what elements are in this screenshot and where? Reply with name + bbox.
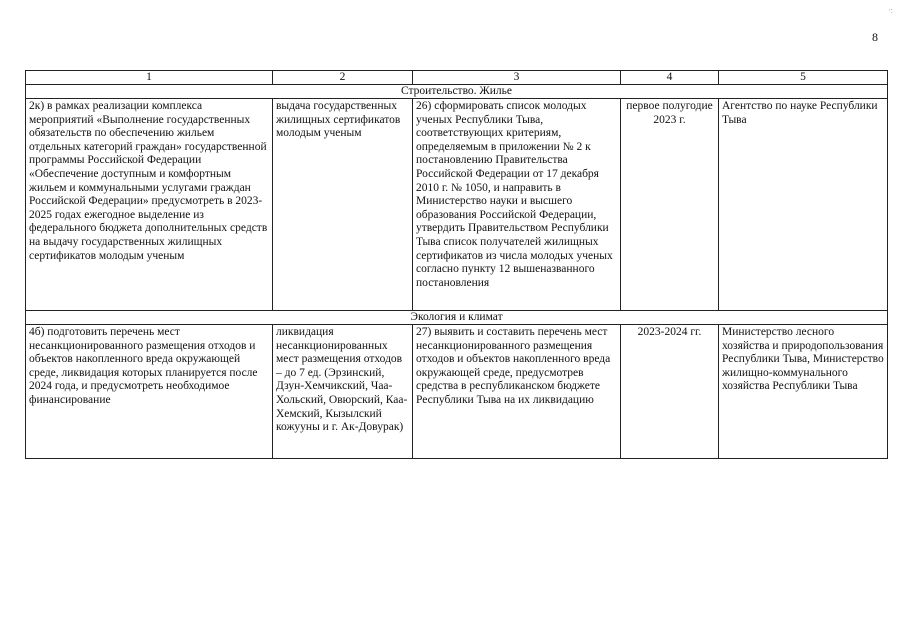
column-header-2: 2	[273, 71, 413, 85]
column-header-3: 3	[413, 71, 621, 85]
section-title: Строительство. Жилье	[26, 85, 888, 99]
table-cell-measure: 4б) подготовить перечень мест несанкционированного размещения отходов и объектов накопленного вреда окружающей среде, ликвидация которых планируется после 2024 года, и предусмотреть необходимое финансирование	[26, 325, 273, 459]
table-cell-action: 27) выявить и составить перечень мест несанкционированного размещения отходов и объектов накопленного вреда окружающей среде, предусмотрев средства в республиканском бюджете Республики Тыва на их ликвидацию	[413, 325, 621, 459]
measures-table	[25, 70, 888, 459]
column-header-4: 4	[621, 71, 719, 85]
column-header-1: 1	[26, 71, 273, 85]
section-row-construction	[26, 85, 888, 99]
table-cell-result: ликвидация несанкционированных мест размещения отходов – до 7 ед. (Эрзинский, Дзун-Хемчикский, Чаа-Хольский, Овюрский, Каа-Хемский, Кызылский кожууны и г. Ак-Довурак)	[273, 325, 413, 459]
section-row-ecology	[26, 311, 888, 325]
table-cell-action: 26) сформировать список молодых ученых Республики Тыва, соответствующих критериям, определяемым в приложении № 2 к постановлению Правительства Российской Федерации от 17 декабря 2010 г. № 1050, и направить в Министерство науки и высшего образования Российской Федерации, утвердить Правительством Республики Тыва список получателей жилищных сертификатов из числа молодых ученых согласно пункту 12 вышеназванного постановления	[413, 99, 621, 311]
corner-mark: ·:	[888, 6, 893, 15]
table-row	[26, 99, 888, 311]
table-cell-deadline: первое полугодие 2023 г.	[621, 99, 719, 311]
table-cell-measure: 2к) в рамках реализации комплекса мероприятий «Выполнение государственных обязательств по обеспечению жильем отдельных категорий граждан» государственной программы Российской Федерации «Обеспечение доступным и комфортным жильем и коммунальными услугами граждан Российской Федерации» предусмотреть в 2023-2025 годах ежегодное выделение из федерального бюджета дополнительных средств на выдачу государственных жилищных сертификатов молодым ученым	[26, 99, 273, 311]
table-cell-deadline: 2023-2024 гг.	[621, 325, 719, 459]
column-header-5: 5	[719, 71, 888, 85]
page-number: 8	[872, 30, 878, 44]
header-row	[26, 71, 888, 85]
table-row	[26, 325, 888, 459]
table-cell-responsible: Министерство лесного хозяйства и природопользования Республики Тыва, Министерство жилищно-коммунального хозяйства Республики Тыва	[719, 325, 888, 459]
table-cell-responsible: Агентство по науке Республики Тыва	[719, 99, 888, 311]
table-cell-result: выдача государственных жилищных сертификатов молодым ученым	[273, 99, 413, 311]
section-title: Экология и климат	[26, 311, 888, 325]
